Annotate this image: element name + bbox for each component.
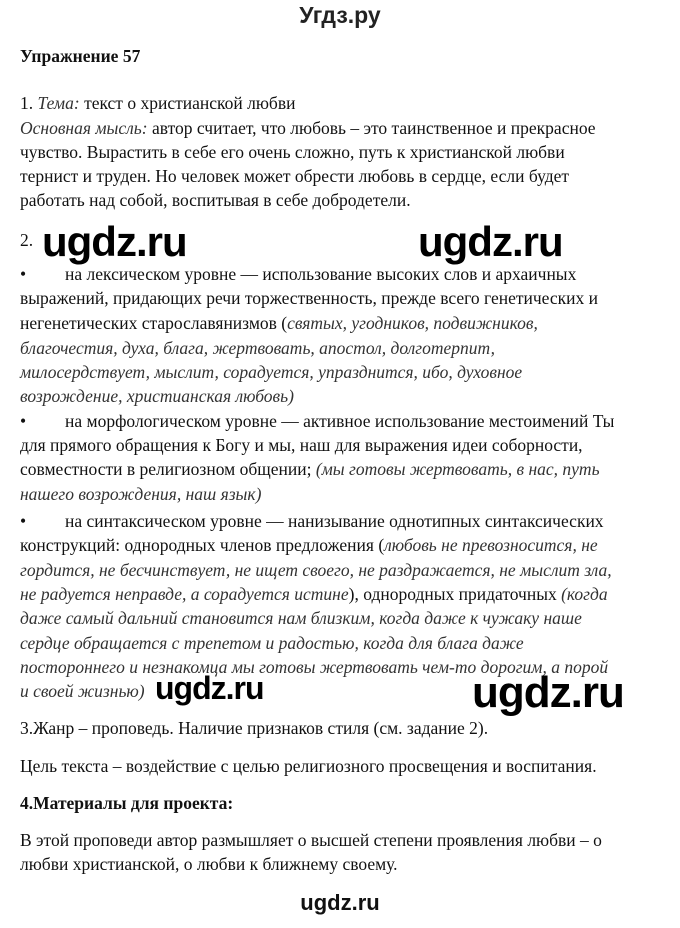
text-segment: на лексическом уровне — использование высоких слов и архаичных — [65, 264, 577, 284]
text-line — [20, 718, 488, 738]
text-segment: 3.Жанр – проповедь. Наличие признаков стиля (см. задание 2). — [20, 718, 489, 738]
text-segment: даже самый дальний становится нам близким, когда даже к чужаку наше — [20, 608, 582, 628]
text-segment: выражений, придающих речи торжественность, прежде всего генетических и — [20, 288, 598, 308]
text-segment: не радуется неправде, а сорадуется истине — [20, 584, 349, 604]
text-line — [20, 338, 495, 358]
text-line — [20, 411, 614, 431]
text-segment: текст о христианской любви — [79, 93, 296, 113]
text-segment: святых, угодников, подвижников, — [287, 313, 538, 333]
text-segment: любовь не превозносится, не — [384, 535, 598, 555]
text-line — [20, 435, 583, 455]
text-line — [20, 230, 33, 250]
text-segment: сердце обращается с трепетом и радостью, когда для блага даже — [20, 633, 524, 653]
text-segment: на синтаксическом уровне — нанизывание однотипных синтаксических — [65, 511, 604, 531]
text-line — [20, 118, 596, 138]
watermark: ugdz.ru — [418, 218, 563, 265]
text-segment: благочестия, духа, блага, жертвовать, апостол, долготерпит, — [20, 338, 495, 358]
text-line — [20, 190, 411, 210]
exercise-title: Упражнение 57 — [20, 46, 141, 66]
text-line — [20, 681, 145, 701]
text-segment: возрождение, христианская любовь) — [20, 386, 294, 406]
text-segment: 1. — [20, 93, 38, 113]
text-segment: работать над собой, воспитывая в себе добродетели. — [20, 190, 411, 210]
text-segment: конструкций: однородных членов предложения ( — [20, 535, 385, 555]
footer-watermark: ugdz.ru — [300, 890, 380, 915]
text-line — [20, 633, 524, 653]
text-line — [20, 142, 565, 162]
text-segment: Основная мысль: — [20, 118, 148, 138]
text-segment: милосердствует, мыслит, сорадуется, упразднится, ибо, духовное — [20, 362, 523, 382]
text-segment: Цель текста – воздействие с целью религиозного просвещения и воспитания. — [20, 756, 597, 776]
text-line — [20, 854, 398, 874]
text-line — [20, 608, 582, 628]
text-segment: негенетических старославянизмов ( — [20, 313, 288, 333]
watermark: ugdz.ru — [155, 670, 264, 706]
text-line — [20, 756, 597, 776]
text-segment: ), однородных придаточных — [348, 584, 562, 604]
text-segment: для прямого обращения к Богу и мы, наш для выражения идеи соборности, — [20, 435, 583, 455]
text-line — [20, 264, 576, 284]
text-segment: В этой проповеди автор размышляет о высшей степени проявления любви – о — [20, 830, 602, 850]
bullet-icon: • — [20, 511, 27, 531]
text-line — [20, 584, 608, 604]
text-line — [20, 793, 233, 813]
text-segment: нашего возрождения, наш язык) — [20, 484, 262, 504]
text-segment: (когда — [561, 584, 608, 604]
text-line — [20, 830, 602, 850]
text-segment: автор считает, что любовь – это таинственное и прекрасное — [147, 118, 596, 138]
bullet-icon: • — [20, 264, 27, 284]
text-segment: постороннего и незнакомца мы готовы жертвовать чем-то дорогим, а порой — [20, 657, 609, 677]
text-line — [20, 535, 598, 555]
text-line — [20, 459, 600, 479]
text-segment: (мы готовы жертвовать, в нас, путь — [315, 459, 600, 479]
text-line — [20, 166, 569, 186]
text-segment: 4.Материалы для проекта: — [20, 793, 234, 813]
text-segment: Тема: — [37, 93, 80, 113]
text-segment: любви христианской, о любви к ближнему своему. — [20, 854, 398, 874]
watermark: ugdz.ru — [42, 218, 187, 265]
site-title: Угдз.ру — [299, 2, 381, 28]
text-line — [20, 362, 522, 382]
text-line — [20, 288, 598, 308]
text-segment: чувство. Вырастить в себе его очень сложно, путь к христианской любви — [20, 142, 565, 162]
text-line — [20, 93, 295, 113]
text-segment: на морфологическом уровне — активное использование местоимений Ты — [65, 411, 615, 431]
text-segment: совместности в религиозном общении; — [20, 459, 316, 479]
text-segment: 2. — [20, 230, 34, 250]
text-line — [20, 484, 261, 504]
text-line — [20, 386, 294, 406]
bullet-icon: • — [20, 411, 27, 431]
watermark: ugdz.ru — [472, 668, 624, 717]
text-segment: тернист и труден. Но человек может обрести любовь в сердце, если будет — [20, 166, 570, 186]
text-segment: гордится, не бесчинствует, не ищет своего, не раздражается, не мыслит зла, — [20, 560, 612, 580]
text-line — [20, 560, 612, 580]
text-line — [20, 511, 604, 531]
text-line — [20, 313, 538, 333]
text-segment: и своей жизнью) — [20, 681, 145, 701]
